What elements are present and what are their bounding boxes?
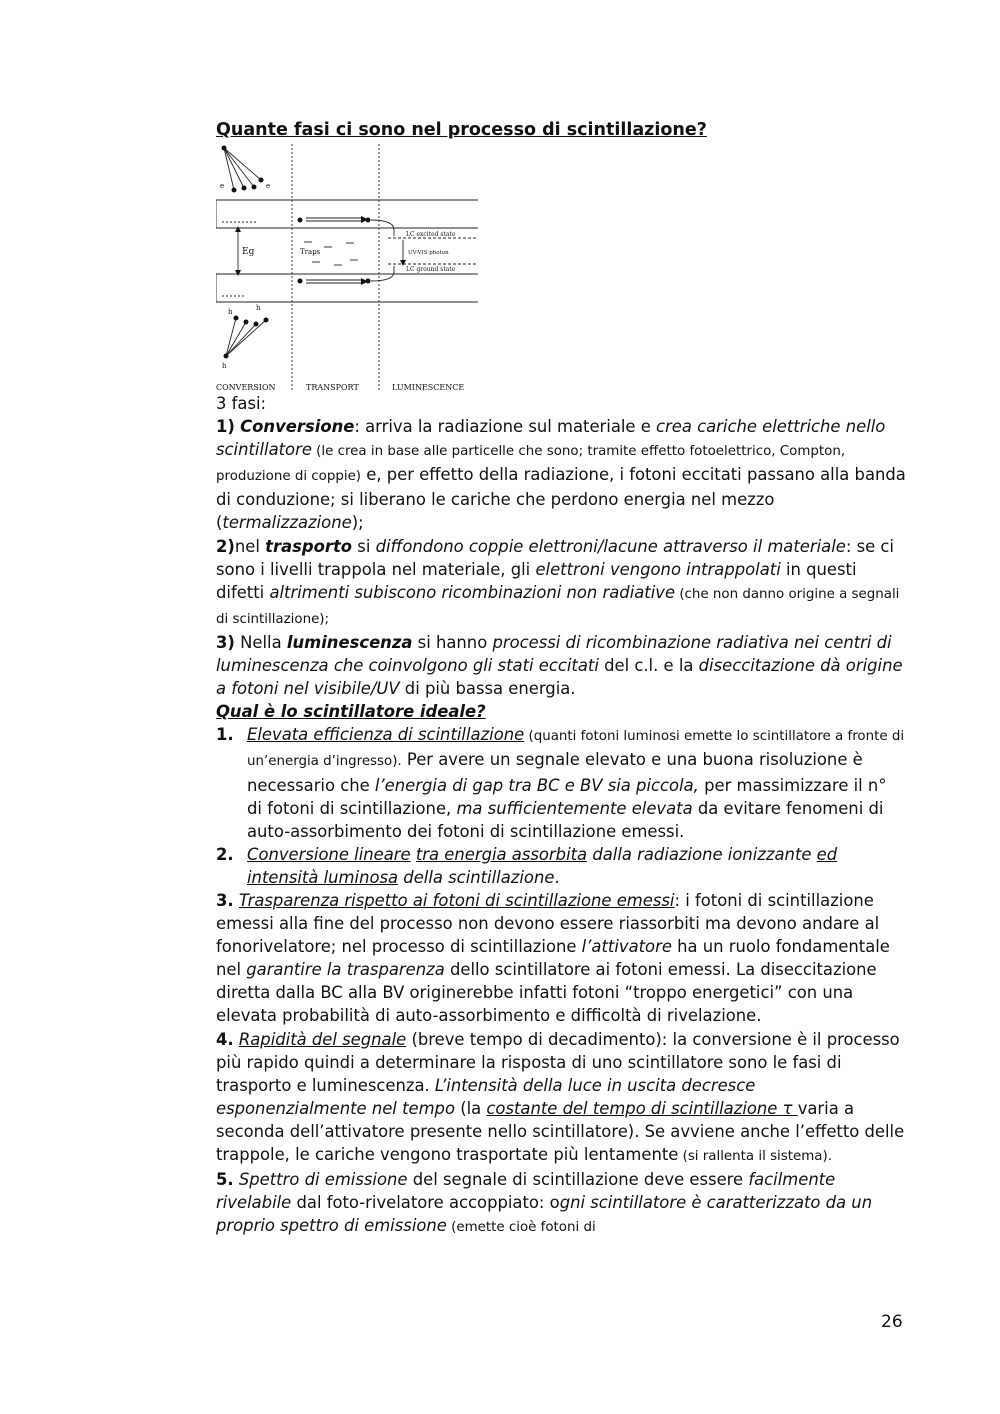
label-electron-2: e [266, 182, 271, 190]
list-item-3: 3. Trasparenza rispetto ai fotoni di scintillazione emessi: i fotoni di scintillazione emessi alla fine del processo non devono essere riassorbiti ma devono andare al fonorivelatore; nel processo di scintillazione l’attivatore ha un ruolo fondamentale nel garantire la trasparenza dello scintillatore ai fotoni emessi. La diseccitazione diretta dalla BC alla BV originerebbe infatti fotoni “troppo energetici” con una elevata probabilità di auto-assorbimento e difficoltà di rivelazione. [216, 890, 890, 1026]
phase-2-num: 2) [216, 536, 235, 556]
list-item-4: 4. Rapidità del segnale (breve tempo di decadimento): la conversione è il processo più rapido quindi a determinare la risposta di uno scintillatore sono le fasi di trasporto e luminescenza. L’intensità della luce in uscita decresce esponenzialmente nel tempo (la costante del tempo di scintillazione τ varia a seconda dell’attivatore presente nello scintillatore). Se avviene anche l’effetto delle trappole, le cariche vengono trasportate più lentamente (si rallenta il sistema). [216, 1029, 905, 1164]
label-traps: Traps [300, 248, 321, 256]
intro-line: 3 fasi: [216, 394, 267, 413]
phase-3: 3) Nella luminescenza si hanno processi di ricombinazione radiativa nei centri di luminescenza che coinvolgono gli stati eccitati del c.l. e la diseccitazione dà origine a fotoni nel visibile/UV di più bassa energia. [216, 632, 903, 699]
heading-phases: Quante fasi ci sono nel processo di scintillazione? [216, 120, 707, 140]
label-hole-2: h [256, 304, 261, 312]
list-item-5: 5. Spettro di emissione del segnale di scintillazione deve essere facilmente rivelabile dal foto-rivelatore accoppiato: ogni scintillatore è caratterizzato da un proprio spettro di emissione (emette cioè fotoni di [216, 1170, 873, 1236]
body-text [216, 392, 906, 1239]
label-lc-ground: LC ground state [406, 266, 456, 273]
label-eg: Eg [242, 247, 255, 257]
phase-1-term: Conversione [240, 417, 355, 437]
phase-1-num: 1) [216, 417, 235, 437]
label-hole-3: h [222, 362, 227, 370]
list-item: 2. Conversione lineare tra energia assorbita dalla radiazione ionizzante ed intensità luminosa della scintillazione. [216, 844, 838, 887]
list-item: 1. Elevata efficienza di scintillazione (quanti fotoni luminosi emette lo scintillatore a fronte di un’energia d’ingresso). Per avere un segnale elevato e una buona risoluzione è necessario che l’energia di gap tra BC e BV sia piccola, per massimizzare il n° di fotoni di scintillazione, ma sufficientemente elevata da evitare fenomeni di auto-assorbimento dei fotoni di scintillazione emessi. [216, 725, 905, 841]
label-luminescence: LUMINESCENCE [392, 383, 465, 392]
phase-1: 1) Conversione: arriva la radiazione sul materiale e crea cariche elettriche nello scintillatore (le crea in base alle particelle che sono; tramite effetto fotoelettrico, Compton, produzione di coppie) e, per effetto della radiazione, i fotoni eccitati passano alla banda di conduzione; si liberano le cariche che perdono energia nel mezzo (termalizzazione); [216, 417, 906, 533]
label-transport: TRANSPORT [306, 383, 359, 392]
label-uv-vis: UV-VIS photon [408, 250, 449, 256]
phase-2: 2)nel trasporto si diffondono coppie elettroni/lacune attraverso il materiale: se ci sono i livelli trappola nel materiale, gli elettroni vengono intrappolati in questi difetti altrimenti subiscono ricombinazioni non radiative (che non danno origine a segnali di scintillazione); [216, 536, 900, 627]
heading-ideal: Qual è lo scintillatore ideale? [216, 702, 486, 722]
label-lc-excited: LC excited state [406, 231, 456, 238]
scintillation-diagram [216, 144, 478, 392]
phase-3-term: luminescenza [286, 632, 413, 652]
phase-3-num: 3) [216, 632, 235, 652]
phase-2-term: trasporto [265, 536, 353, 556]
label-conversion: CONVERSION [216, 383, 276, 392]
label-hole: h [228, 308, 233, 316]
ideal-list [216, 723, 906, 889]
label-electron: e [220, 182, 225, 190]
page-number: 26 [881, 1312, 903, 1332]
page-content [216, 118, 906, 1239]
